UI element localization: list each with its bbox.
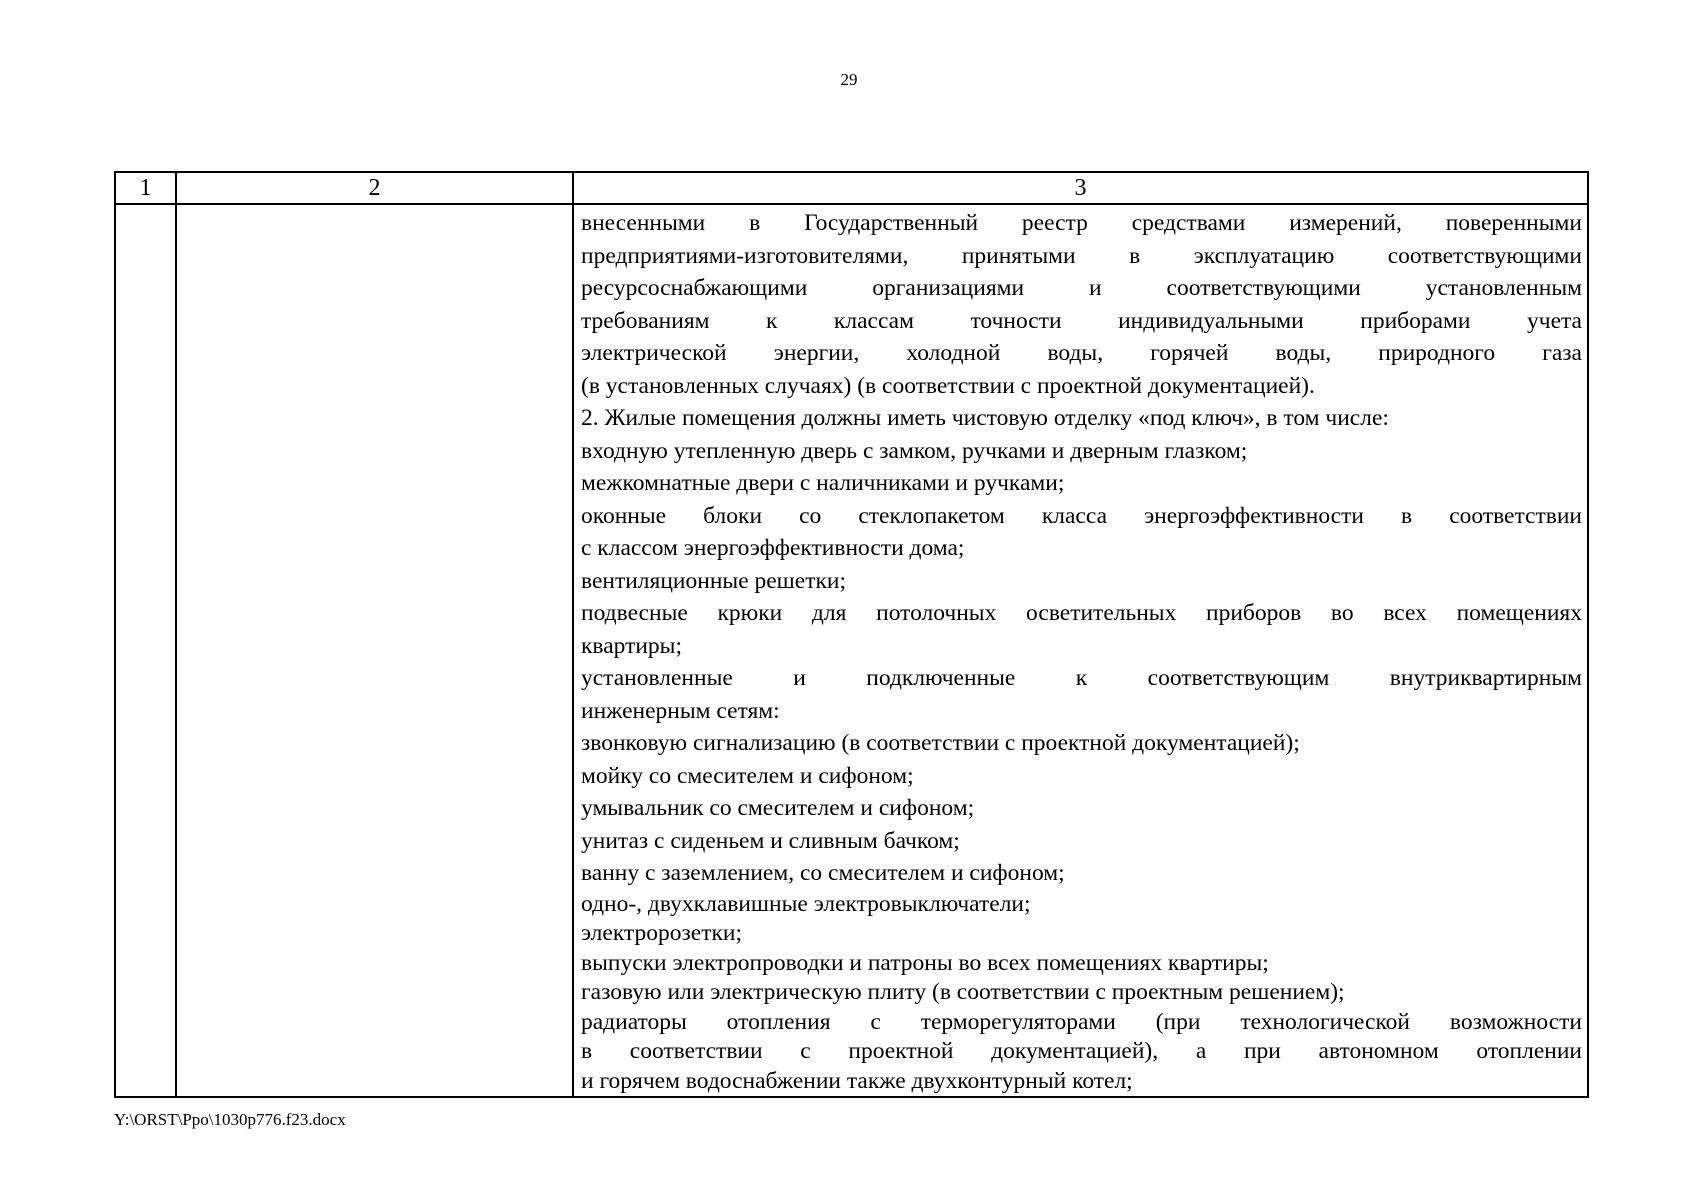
text-line: квартиры; <box>581 632 682 659</box>
page-number: 29 <box>840 70 858 89</box>
text-line: умывальник со смесителем и сифоном; <box>581 795 975 821</box>
text-line: ресурсоснабжающими организациями и соответствующими установленным <box>581 275 1582 301</box>
text-line: унитаз с сиденьем и сливным бачком; <box>581 827 960 854</box>
column-header-3: 3 <box>573 172 1588 204</box>
text-line: звонковую сигнализацию (в соответствии с проектной документацией); <box>581 730 1300 756</box>
text-line: радиаторы отопления с терморегуляторами (при технологической возможности <box>581 1008 1582 1035</box>
text-line: установленные и подключенные к соответствующим внутриквартирным <box>581 665 1582 691</box>
text-line: в соответствии с проектной документацией), а при автономном отоплении <box>581 1038 1582 1064</box>
text-line: требованиям к классам точности индивидуальными приборами учета <box>581 307 1582 334</box>
cell-column-3 <box>573 204 1588 1097</box>
column-header-1: 1 <box>115 172 176 204</box>
text-line: (в установленных случаях) (в соответствии с проектной документацией). <box>581 372 1315 399</box>
text-line: оконные блоки со стеклопакетом класса энергоэффективности в соответствии <box>581 502 1582 529</box>
text-line: электрической энергии, холодной воды, горячей воды, природного газа <box>581 340 1582 366</box>
cell-column-1 <box>115 204 176 1097</box>
text-line: одно-, двухклавишные электровыключатели; <box>581 890 1031 917</box>
column-3-text <box>581 207 1582 1096</box>
text-line: ванну с заземлением, со смесителем и сифоном; <box>581 860 1065 886</box>
text-line: внесенными в Государственный реестр средствами измерений, поверенными <box>581 210 1582 236</box>
requirements-table <box>114 171 1589 1098</box>
text-line: выпуски электропроводки и патроны во всех помещениях квартиры; <box>581 949 1269 976</box>
text-line: инженерным сетям: <box>581 697 780 724</box>
cell-column-2 <box>176 204 573 1097</box>
text-line: входную утепленную дверь с замком, ручками и дверным глазком; <box>581 437 1248 464</box>
table-header-row <box>115 172 1588 204</box>
text-line: 2. Жилые помещения должны иметь чистовую отделку «под ключ», в том числе: <box>581 405 1389 431</box>
text-line: подвесные крюки для потолочных осветительных приборов во всех помещениях <box>581 600 1582 626</box>
table-row <box>115 204 1588 1097</box>
text-line: с классом энергоэффективности дома; <box>581 535 965 561</box>
text-line: предприятиями-изготовителями, принятыми в эксплуатацию соответствующими <box>581 242 1582 269</box>
text-line: межкомнатные двери с наличниками и ручками; <box>581 470 1065 496</box>
text-line: и горячем водоснабжении также двухконтурный котел; <box>581 1067 1133 1094</box>
file-path-footer: Y:\ORST\Ppo\1030p776.f23.docx <box>114 1110 346 1129</box>
text-line: газовую или электрическую плиту (в соответствии с проектным решением); <box>581 979 1345 1005</box>
text-line: вентиляционные решетки; <box>581 567 846 594</box>
column-header-2: 2 <box>176 172 573 204</box>
text-line: мойку со смесителем и сифоном; <box>581 762 914 789</box>
text-line: электророзетки; <box>581 920 742 946</box>
